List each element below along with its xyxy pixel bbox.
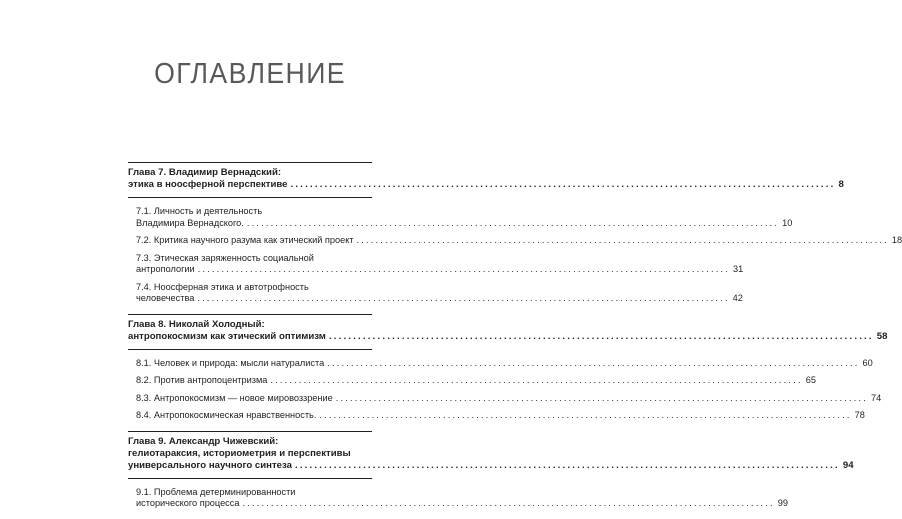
dot-leader: ................................................................................................................: [319, 410, 852, 420]
entry-row: [136, 357, 873, 370]
entry-title-line: 7.2. Критика научного разума как этический проект: [136, 235, 354, 245]
page-number: 8: [838, 179, 844, 190]
page-number: 58: [876, 330, 888, 342]
toc-chapter-8[interactable]: [128, 315, 888, 349]
entry-title-line: 7.1. Личность и деятельность: [136, 206, 263, 216]
page-number: 31: [732, 264, 744, 274]
entry-row: [136, 235, 902, 247]
dot-leader: ................................................................................................................: [270, 375, 803, 385]
dot-leader: ................................................................................................................: [328, 330, 874, 342]
toc-chapter-9[interactable]: [128, 432, 854, 478]
dot-leader: ................................................................................................................: [294, 459, 840, 471]
chapter-title-line: Глава 7. Владимир Вернадский:: [128, 167, 282, 178]
dot-leader: ................................................................................................................: [197, 264, 730, 274]
entry-row: [136, 410, 865, 422]
entry-title-line: 8.4. Антропокосмическая нравственность.: [136, 410, 317, 420]
toc-entry-7-1[interactable]: [128, 206, 793, 229]
entry-row: [136, 217, 793, 230]
page-number: 74: [871, 392, 882, 403]
entry-title-line: 8.3. Антропокосмизм — новое мировоззрение: [136, 392, 333, 403]
toc-chapter-7[interactable]: [128, 163, 844, 197]
entry-row: [136, 293, 743, 305]
entry-row: [136, 498, 789, 510]
chapter-title-line: гелиотараксия, историометрия и перспективы: [128, 447, 351, 459]
dot-leader: ................................................................................................................: [246, 217, 780, 228]
chapter-title-line: Глава 9. Александр Чижевский:: [128, 435, 279, 447]
entry-title-line: 8.2. Против антропоцентризма: [136, 375, 268, 385]
dot-leader: ................................................................................................................: [335, 392, 869, 403]
dot-leader: ................................................................................................................: [356, 235, 889, 245]
toc-entry-8-3[interactable]: [128, 392, 882, 405]
toc-entry-7-3[interactable]: [128, 252, 744, 276]
page-number: 94: [842, 459, 854, 471]
toc-entry-8-1[interactable]: [128, 357, 873, 370]
chapter-title-line: этика в ноосферной перспективе: [128, 179, 288, 190]
dot-leader: ................................................................................................................: [242, 498, 775, 508]
entry-title-line: Владимира Вернадского.: [136, 217, 244, 228]
entry-title-line: человечества: [136, 293, 195, 303]
entry-row: [136, 264, 744, 276]
entry-title-line: антропологии: [136, 264, 195, 274]
page-number: 10: [782, 217, 793, 228]
entry-title-line: 7.3. Этическая заряженность социальной: [136, 252, 314, 263]
chapter-title-line: универсального научного синтеза: [128, 459, 292, 471]
toc-entry-7-4[interactable]: [128, 281, 743, 305]
page-number: 65: [805, 375, 816, 385]
chapter-title-row: [128, 459, 854, 472]
entry-row: [136, 392, 882, 405]
chapter-title-row: [128, 330, 888, 343]
toc-entry-8-4[interactable]: [128, 410, 865, 422]
table-of-contents: [128, 162, 902, 519]
entry-row: [136, 375, 816, 387]
dot-leader: ................................................................................................................: [197, 293, 730, 303]
entry-title-line: 7.4. Ноосферная этика и автотрофность: [136, 281, 309, 292]
toc-entry-8-2[interactable]: [128, 375, 816, 387]
entry-title-line: 8.1. Человек и природа: мысли натуралиста: [136, 357, 325, 368]
page-number: 18: [891, 235, 902, 245]
toc-entry-9-1[interactable]: [128, 486, 789, 510]
toc-entry-7-2[interactable]: [128, 235, 902, 247]
page-number: 42: [732, 293, 743, 303]
chapter-title-line: антропокосмизм как этический оптимизм: [128, 330, 326, 342]
page-number: 60: [862, 357, 873, 368]
entry-title-line: исторического процесса: [136, 498, 240, 508]
entry-title-line: 9.1. Проблема детерминированности: [136, 486, 296, 497]
page-title: ОГЛАВЛЕНИЕ: [154, 58, 346, 90]
page-number: 99: [777, 498, 789, 508]
chapter-title-row: [128, 179, 844, 191]
dot-leader: ................................................................................................................: [290, 179, 836, 190]
dot-leader: ................................................................................................................: [327, 357, 860, 368]
page-number: 78: [854, 410, 865, 420]
chapter-title-line: Глава 8. Николай Холодный:: [128, 318, 265, 330]
